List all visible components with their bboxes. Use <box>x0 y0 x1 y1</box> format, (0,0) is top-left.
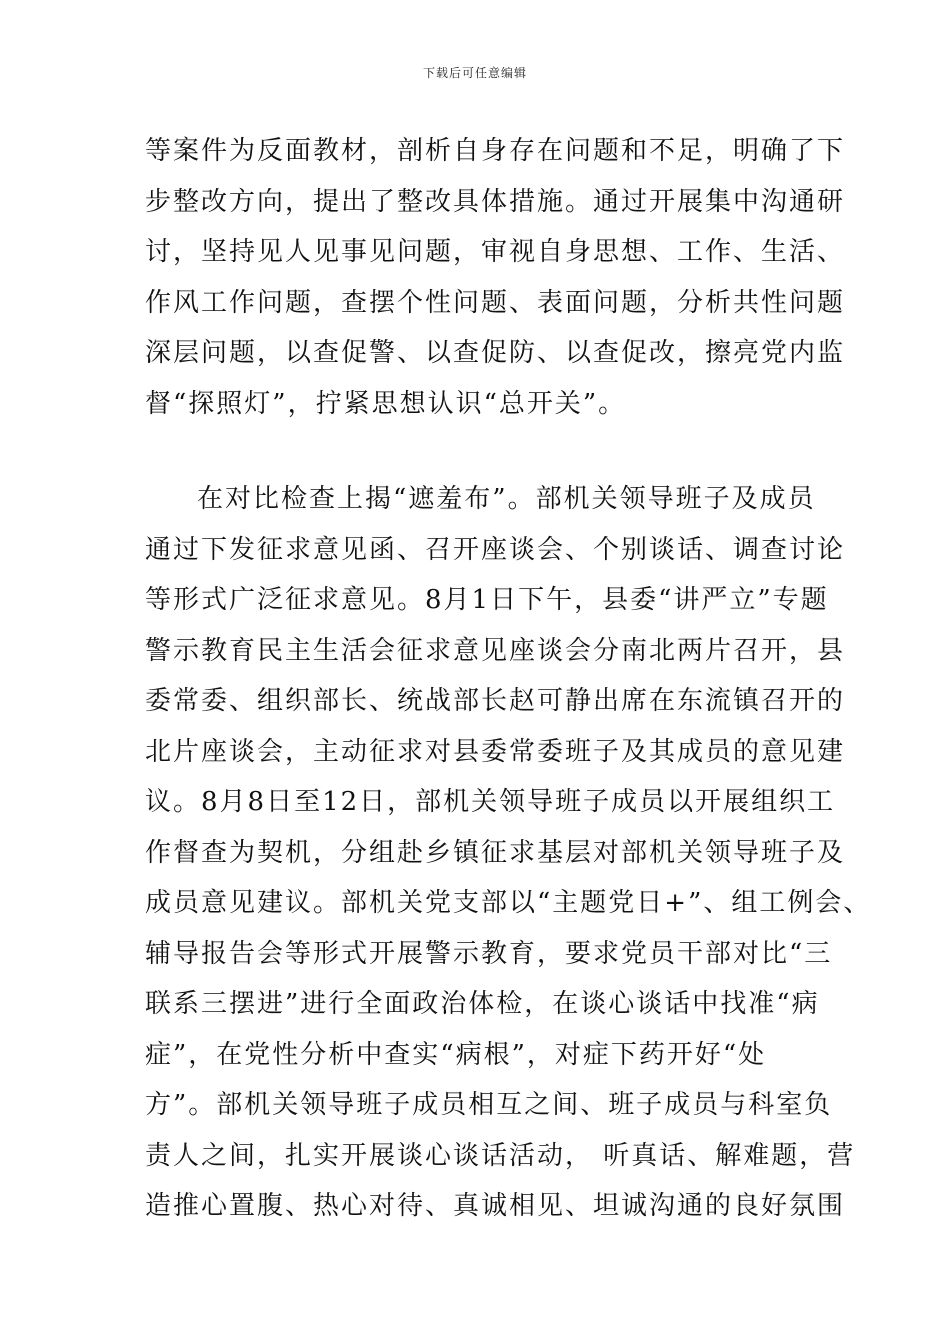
text-line: 讨，坚持见人见事见问题，审视自身思想、工作、生活、 <box>145 237 846 267</box>
page-header: 下载后可任意编辑 <box>422 66 527 80</box>
text-line: 督“探照灯”，拧紧思想认识“总开关”。 <box>145 388 627 419</box>
paragraph-2 <box>145 474 872 1232</box>
paragraph-1 <box>145 126 846 429</box>
text-line: 北片座谈会，主动征求对县委常委班子及其成员的意见建 <box>145 736 846 767</box>
text-line: 联系三摆进”进行全面政治体检，在谈心谈话中找准“病 <box>145 989 820 1019</box>
text-line: 警示教育民主生活会征求意见座谈会分南北两片召开，县 <box>145 635 846 666</box>
text-line: 成员意见建议。部机关党支部以“主题党日+”、组工例会、 <box>145 888 872 918</box>
text-line: 委常委、组织部长、统战部长赵可静出席在东流镇召开的 <box>145 686 846 716</box>
text-line: 方”。部机关领导班子成员相互之间、班子成员与科室负 <box>145 1090 833 1120</box>
text-line: 在对比检查上揭“遮羞布”。部机关领导班子及成员 <box>197 484 816 514</box>
text-line: 辅导报告会等形式开展警示教育，要求党员干部对比“三 <box>145 938 833 969</box>
text-line: 等形式广泛征求意见。8月1日下午，县委“讲严立”专题 <box>145 585 829 615</box>
text-line: 等案件为反面教材，剖析自身存在问题和不足，明确了下 <box>145 136 846 166</box>
text-line: 通过下发征求意见函、召开座谈会、个别谈话、调查讨论 <box>145 534 846 565</box>
text-line: 步整改方向，提出了整改具体措施。通过开展集中沟通研 <box>145 186 846 217</box>
text-line: 作风工作问题，查摆个性问题、表面问题，分析共性问题 <box>145 287 846 318</box>
text-line: 造推心置腹、热心对待、真诚相见、坦诚沟通的良好氛围 <box>145 1191 846 1221</box>
text-line: 议。8月8日至12日，部机关领导班子成员以开展组织工 <box>145 787 836 817</box>
text-line: 深层问题，以查促警、以查促防、以查促改，擦亮党内监 <box>145 338 846 368</box>
text-line: 症”，在党性分析中查实“病根”，对症下药开好“处 <box>145 1039 767 1070</box>
text-line: 责人之间，扎实开展谈心谈话活动， 听真话、解难题，营 <box>145 1140 856 1171</box>
text-line: 作督查为契机，分组赴乡镇征求基层对部机关领导班子及 <box>145 837 846 868</box>
